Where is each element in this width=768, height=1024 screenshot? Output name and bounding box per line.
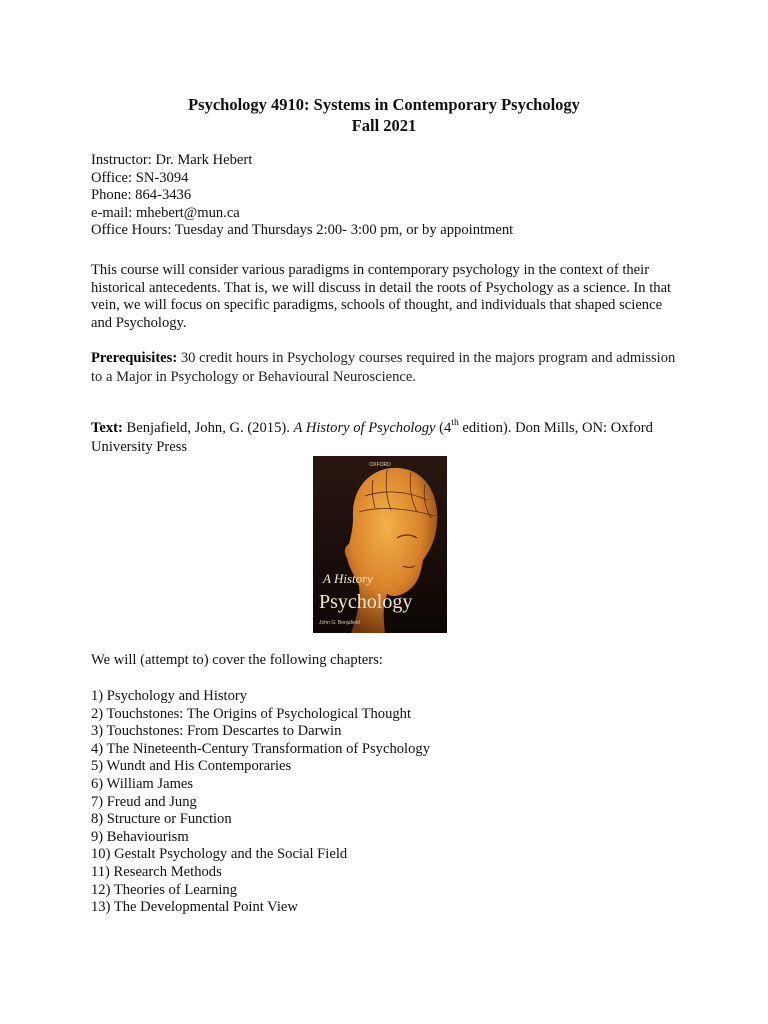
chapter-item: 12) Theories of Learning [91,881,238,898]
textbook-publisher: edition). Don Mills, ON: Oxford University Press [91,420,653,455]
book-cover-art [313,456,447,633]
chapter-item: 6) William James [91,775,194,792]
instructor-phone: Phone: 864-3436 [91,187,192,204]
chapter-item: 7) Freud and Jung [91,793,197,810]
textbook-edition-sup: th [451,418,459,429]
instructor-email: e-mail: mhebert@mun.ca [91,204,240,221]
prerequisites-label: Prerequisites: [91,350,178,366]
course-description: This course will consider various paradigms in contemporary psychology in the context of their historical antecedents. That is, we will discuss in detail the roots of Psychology as a science. In that vein, we will focus on specific paradigms, schools of thought, and individuals that shaped science and Psychology. [91,262,672,331]
textbook-edition: (4 [435,420,452,436]
cover-title-top: A History [323,571,373,586]
textbook-label: Text: [91,420,123,436]
chapter-item: 5) Wundt and His Contemporaries [91,758,292,775]
instructor-office: Office: SN-3094 [91,169,189,186]
course-title [0,94,768,136]
chapter-item: 3) Touchstones: From Descartes to Darwin [91,723,342,740]
instructor-info [91,152,691,240]
prerequisites [91,349,681,387]
chapter-list [91,688,691,917]
chapter-item: 11) Research Methods [91,863,222,880]
cover-publisher: OXFORD [369,462,391,468]
chapters-intro: We will (attempt to) cover the following chapters: [91,652,383,668]
instructor-name: Instructor: Dr. Mark Hebert [91,152,253,168]
prerequisites-text: 30 credit hours in Psychology courses required in the majors program and admission to a Major in Psychology or Behavioural Neuroscience. [91,350,676,385]
chapter-item: 1) Psychology and History [91,688,248,704]
office-hours: Office Hours: Tuesday and Thursdays 2:00- 3:00 pm, or by appointment [91,222,514,239]
textbook-title: A History of Psychology [293,420,436,436]
chapter-item: 9) Behaviourism [91,828,189,845]
term-line: Fall 2021 [351,116,417,135]
textbook-reference [91,419,691,457]
textbook-author: Benjafield, John, G. (2015). [122,420,294,436]
book-cover-image [313,456,447,633]
chapter-item: 10) Gestalt Psychology and the Social Field [91,846,348,863]
chapter-item: 4) The Nineteenth-Century Transformation of Psychology [91,740,430,757]
chapter-item: 13) The Developmental Point View [91,899,298,916]
course-title-line: Psychology 4910: Systems in Contemporary Psychology [188,95,580,114]
chapter-item: 2) Touchstones: The Origins of Psychological Thought [91,705,412,722]
chapter-item: 8) Structure or Function [91,811,232,828]
cover-title-bottom: Psychology [319,591,413,613]
cover-author: John G. Benjafield [319,620,360,626]
